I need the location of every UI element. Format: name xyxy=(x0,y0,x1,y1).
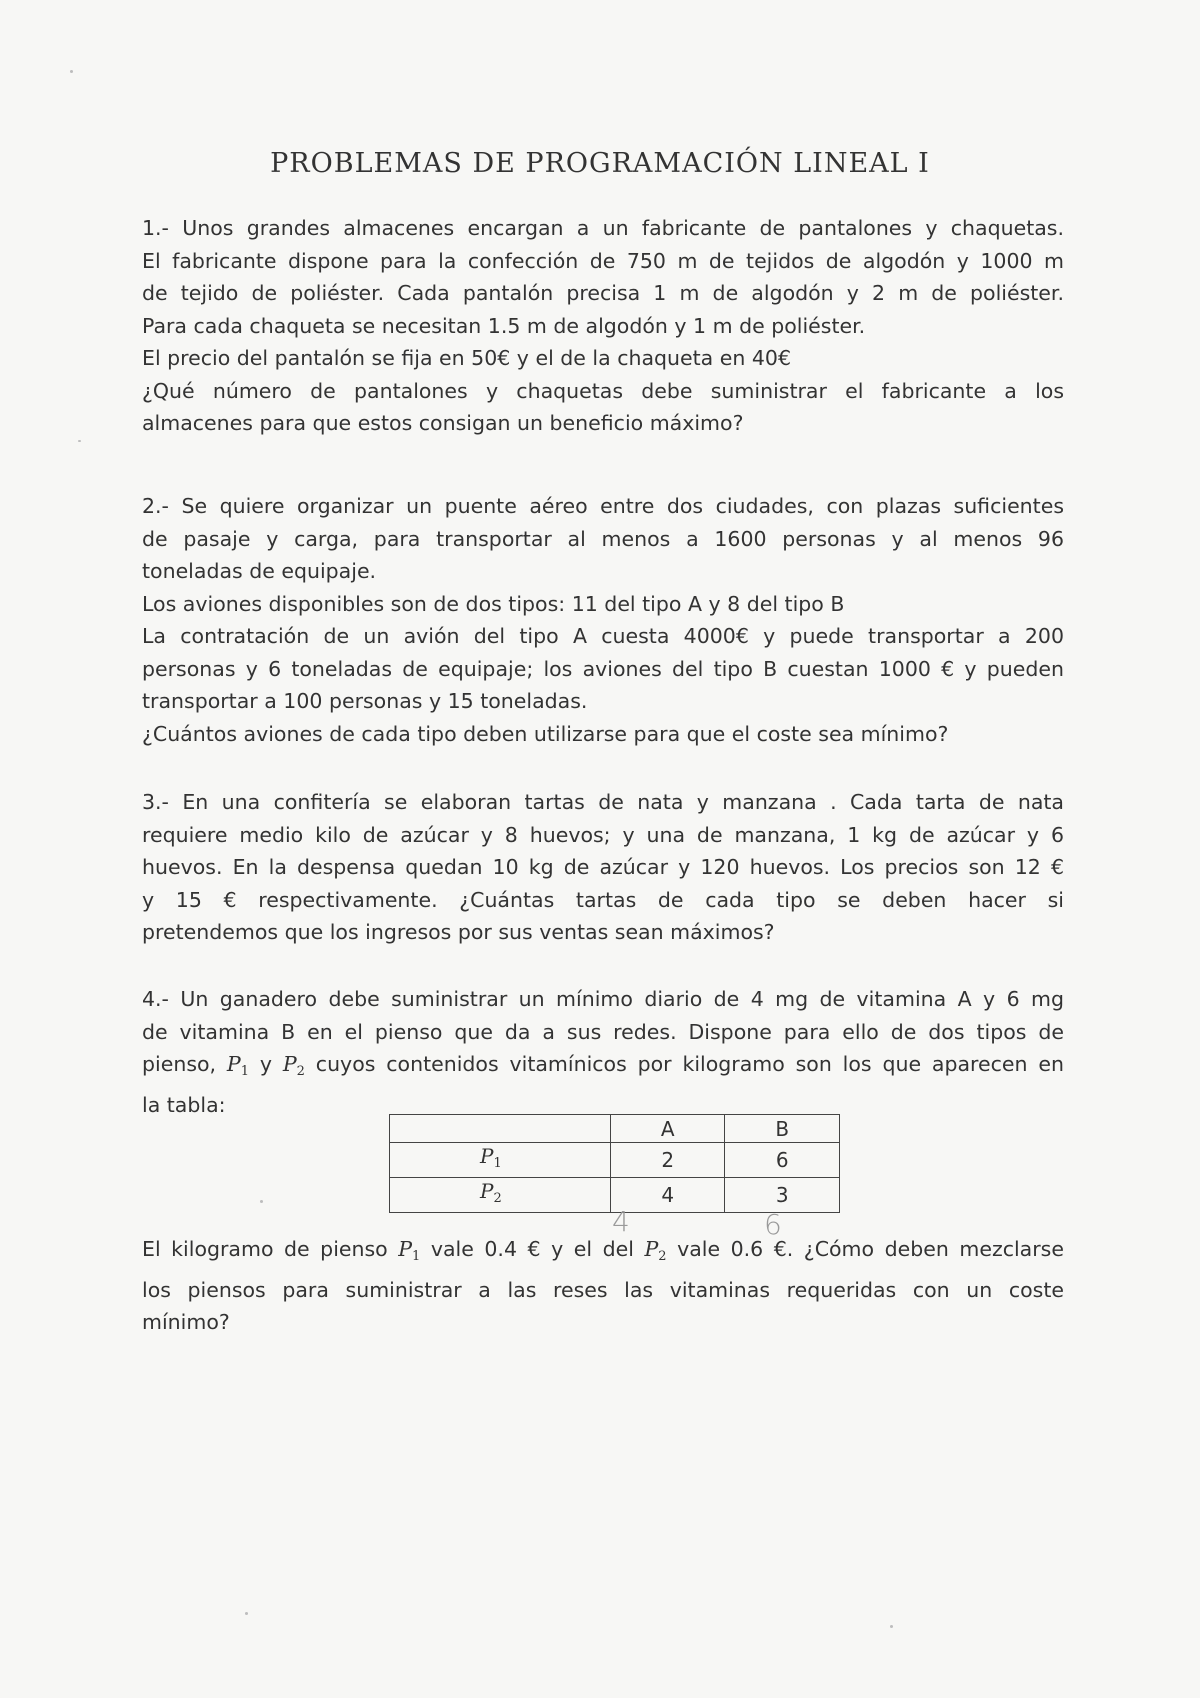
problem-2-line: transportar a 100 personas y 15 toneladas. xyxy=(142,689,588,713)
problem-4-line: los piensos para suministrar a las reses las vitaminas requeridas con un coste xyxy=(142,1277,1064,1302)
problem-2-line: 2.- Se quiere organizar un puente aéreo entre dos ciudades, con plazas suficientes xyxy=(142,494,1064,518)
problem-1-line: 1.- Unos grandes almacenes encargan a un fabricante de pantalones y chaquetas. xyxy=(142,216,1064,240)
problem-3-line: 3.- En una confitería se elaboran tartas de nata y manzana . Cada tarta de nata xyxy=(142,790,1064,814)
table-header-row xyxy=(390,1115,840,1143)
problem-3-line: pretendemos que los ingresos por sus ventas sean máximos? xyxy=(142,920,775,944)
problem-2-line: Los aviones disponibles son de dos tipos: 11 del tipo A y 8 del tipo B xyxy=(142,591,845,616)
variable-p1: $P_1$ xyxy=(226,1052,249,1079)
problem-4 xyxy=(142,983,1064,1121)
problem-4-line: 4.- Un ganadero debe suministrar un mínimo diario de 4 mg de vitamina A y 6 mg xyxy=(142,987,1064,1011)
problem-3-line: huevos. En la despensa quedan 10 kg de azúcar y 120 huevos. Los precios son 12 € xyxy=(142,855,1064,879)
problem-4-text: vale 0.6 €. ¿Cómo deben mezclarse xyxy=(677,1237,1064,1261)
problem-4-text: vale 0.4 € y el del xyxy=(430,1237,634,1261)
problem-3-line: requiere medio kilo de azúcar y 8 huevos; y una de manzana, 1 kg de azúcar y 6 xyxy=(142,822,1064,847)
problem-1-line: El fabricante dispone para la confección de 750 m de tejidos de algodón y 1000 m xyxy=(142,248,1064,273)
table-header-cell: A xyxy=(610,1115,725,1143)
vitamin-table xyxy=(389,1114,840,1213)
handwritten-note: 6 xyxy=(764,1208,782,1241)
problem-4-closing xyxy=(142,1233,1064,1339)
scan-speck xyxy=(70,70,73,73)
problem-1 xyxy=(142,212,1064,440)
problem-4-text: y xyxy=(259,1052,272,1076)
problem-2 xyxy=(142,490,1064,750)
problem-2-line: de pasaje y carga, para transportar al menos a 1600 personas y al menos 96 xyxy=(142,526,1064,551)
problem-4-line xyxy=(142,1233,1064,1274)
variable-p2: $P_2$ xyxy=(644,1237,667,1264)
problem-1-line: El precio del pantalón se fija en 50€ y el de la chaqueta en 40€ xyxy=(142,346,792,370)
table-header-cell: B xyxy=(725,1115,840,1143)
problem-4-line xyxy=(142,1048,1064,1089)
scan-speck xyxy=(245,1612,248,1615)
problem-4-line: mínimo? xyxy=(142,1310,230,1334)
table-header-cell xyxy=(390,1115,611,1143)
table-row-label: $P_1$ xyxy=(390,1143,611,1178)
table-cell: 2 xyxy=(610,1143,725,1178)
table-cell: 3 xyxy=(725,1178,840,1213)
problem-2-line: toneladas de equipaje. xyxy=(142,559,377,583)
problem-3 xyxy=(142,786,1064,949)
handwritten-note: 4 xyxy=(612,1205,630,1238)
problem-2-line: ¿Cuántos aviones de cada tipo deben utilizarse para que el coste sea mínimo? xyxy=(142,721,949,746)
problem-1-line: ¿Qué número de pantalones y chaquetas debe suministrar el fabricante a los xyxy=(142,378,1064,403)
page-title: PROBLEMAS DE PROGRAMACIÓN LINEAL I xyxy=(270,148,930,179)
problem-4-text: El kilogramo de pienso xyxy=(142,1237,388,1261)
problem-1-line: Para cada chaqueta se necesitan 1.5 m de algodón y 1 m de poliéster. xyxy=(142,313,866,338)
scan-speck xyxy=(78,440,81,442)
variable-p2: $P_2$ xyxy=(282,1052,305,1079)
table-cell: 6 xyxy=(725,1143,840,1178)
problem-2-line: La contratación de un avión del tipo A cuesta 4000€ y puede transportar a 200 xyxy=(142,624,1064,648)
table-row xyxy=(390,1143,840,1178)
problem-1-line: de tejido de poliéster. Cada pantalón precisa 1 m de algodón y 2 m de poliéster. xyxy=(142,281,1064,305)
problem-2-line: personas y 6 toneladas de equipaje; los aviones del tipo B cuestan 1000 € y pueden xyxy=(142,656,1064,681)
problem-4-text: cuyos contenidos vitamínicos por kilogramo son los que aparecen en xyxy=(315,1052,1064,1076)
scan-speck xyxy=(890,1625,893,1628)
problem-4-text: pienso, xyxy=(142,1052,217,1076)
table-row-label: $P_2$ xyxy=(390,1178,611,1213)
problem-1-line: almacenes para que estos consigan un beneficio máximo? xyxy=(142,411,744,435)
scan-speck xyxy=(260,1200,263,1203)
variable-p1: $P_1$ xyxy=(398,1237,421,1264)
problem-4-line: la tabla: xyxy=(142,1092,226,1117)
problem-4-line: de vitamina B en el pienso que da a sus redes. Dispone para ello de dos tipos de xyxy=(142,1019,1064,1044)
problem-3-line: y 15 € respectivamente. ¿Cuántas tartas de cada tipo se deben hacer si xyxy=(142,887,1064,912)
table-cell: 4 xyxy=(610,1178,725,1213)
